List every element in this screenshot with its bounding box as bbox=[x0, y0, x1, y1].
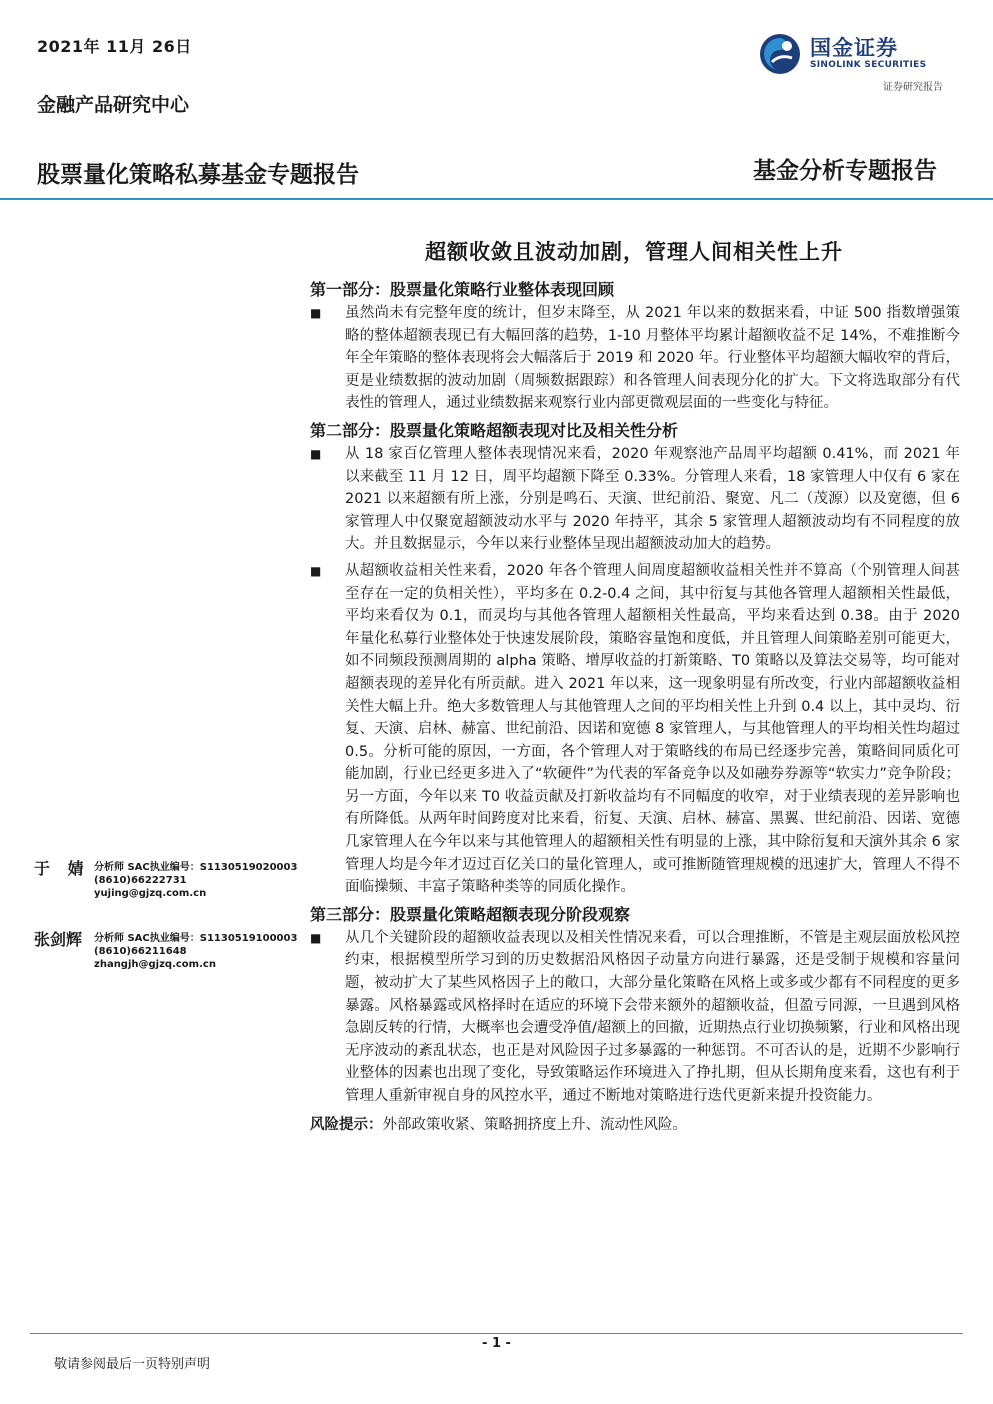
bullet-text: 从 18 家百亿管理人整体表现情况来看，2020 年观察池产品周平均超额 0.41%，而 2021 年以来截至 11 月 12 日，周平均超额下降至 0.33%。分管理人来看，18 家管理人中仅有 6 家在 2021 以来超额有所上涨，分别是鸣石、天演、世纪前沿、聚宽、凡二（茂源）以及宽德，但 6 家管理人中仅聚宽超额波动水平与 2020 年持平，其余 5 家管理人超额波动均有不同程度的放大。并且数据显示，今年以来行业整体呈现出超额波动加大的趋势。 bbox=[345, 445, 960, 553]
report-body bbox=[310, 278, 960, 1136]
analyst-phone: (8610)66222731 bbox=[94, 875, 187, 886]
bullet-text: 从超额收益相关性来看，2020 年各个管理人间周度超额收益相关性并不算高（个别管理人间甚至存在一定的负相关性），平均多在 0.2-0.4 之间，其中衍复与其他各管理人超额相关性最低，平均来看仅为 0.1，而灵均与其他各管理人超额相关性最高，平均来看达到 0.38。由于 2020 年量化私募行业整体处于快速发展阶段，策略容量饱和度低，并且管理人间策略差别可能更大，如不同频段预测周期的 alpha 策略、增厚收益的打新策略、T0 策略以及算法交易等，均可能对超额表现的差异化有所贡献。进入 2021 年以来，这一现象明显有所改变，行业内部超额收益相关性大幅上升。绝大多数管理人与其他管理人之间的平均相关性上升到 0.4 以上，其中灵均、衍复、天演、启林、赫富、世纪前沿、因诺和宽德 8 家管理人，与其他管理人的平均相关性均超过 0.5。分析可能的原因，一方面，各个管理人对于策略线的布局已经逐步完善，策略间同质化可能加剧，行业已经更多进入了“软硬件”为代表的军备竞争以及如融券券源等“软实力”竞争阶段；另一方面，今年以来 T0 收益贡献及打新收益均有不同幅度的收窄，对于业绩表现的差异影响也有所降低。从两年时间跨度对比来看，衍复、天演、启林、赫富、黑翼、世纪前沿、因诺、宽德几家管理人在今年以来与其他管理人的超额相关性有明显的上涨，其中除衍复和天演外其余 6 家管理人均是今年才迈过百亿关口的量化管理人，或可推断随管理规模的迅速扩大，管理人不得不面临操频、丰富子策略种类等的同质化操作。 bbox=[345, 562, 960, 896]
bullet-text: 虽然尚未有完整年度的统计，但岁末降至，从 2021 年以来的数据来看，中证 500 指数增强策略的整体超额表现已有大幅回落的趋势，1-10 月整体平均累计超额收益不足 14%，不难推断今年全年策略的整体表现将会大幅落后于 2019 和 2020 年。行业整体平均超额大幅收窄的背后，更是业绩数据的波动加剧（周频数据跟踪）和各管理人间表现分化的扩大。下文将选取部分有代表性的管理人，通过业绩数据来观察行业内部更微观层面的一些变化与特征。 bbox=[345, 305, 960, 412]
analyst-cert: 分析师 SAC执业编号：S1130519100003 bbox=[94, 933, 298, 944]
section-3 bbox=[310, 903, 960, 1108]
report-type: 基金分析专题报告 bbox=[753, 157, 937, 184]
risk-text: 外部政策收紧、策略拥挤度上升、流动性风险。 bbox=[382, 1116, 687, 1133]
risk-warning bbox=[310, 1114, 960, 1137]
analyst-card bbox=[34, 856, 304, 906]
analyst-name: 张剑辉 bbox=[34, 930, 83, 949]
section-heading: 第一部分：股票量化策略行业整体表现回顾 bbox=[310, 280, 615, 299]
bullet-text: 从几个关键阶段的超额收益表现以及相关性情况来看，可以合理推断，不管是主观层面放松风控约束，根据模型所学习到的历史数据沿风格因子动量方向进行暴露，还是受制于规模和容量问题，被动扩大了某些风格因子上的敞口，大部分量化策略在风格上或多或少都有不同程度的更多暴露。风格暴露或风格择时在适应的环境下会带来额外的超额收益，但盈亏同源，一旦遇到风格急剧反转的行情，大概率也会遭受净值/超额上的回撤，近期热点行业切换频繁，行业和风格出现无序波动的紊乱状态，也正是对风险因子过多暴露的一种惩罚。不可否认的是，近期不少影响行业整体的因素也出现了变化，导致策略运作环境进入了挣扎期，但从长期角度来看，这也有利于管理人重新审视自身的风控水平，通过不断地对策略进行迭代更新来提升投资能力。 bbox=[345, 929, 960, 1104]
analyst-name: 于 婧 bbox=[34, 859, 90, 878]
report-headline: 超额收敛且波动加剧，管理人间相关性上升 bbox=[425, 239, 843, 264]
department-name: 金融产品研究中心 bbox=[37, 94, 190, 116]
section-heading: 第二部分：股票量化策略超额表现对比及相关性分析 bbox=[310, 420, 679, 440]
analyst-card bbox=[34, 927, 304, 977]
bullet-item bbox=[310, 560, 960, 899]
footer-divider bbox=[30, 1333, 963, 1334]
bullet-item bbox=[310, 927, 960, 1108]
logo-name-cn: 国金证券 bbox=[810, 36, 898, 60]
company-logo bbox=[758, 30, 948, 78]
bullet-item bbox=[310, 302, 960, 415]
sinolink-logo-icon bbox=[758, 32, 802, 76]
square-bullet-icon: ■ bbox=[310, 446, 322, 461]
risk-label: 风险提示： bbox=[310, 1116, 383, 1133]
page-number: - 1 - bbox=[482, 1336, 511, 1351]
section-2 bbox=[310, 419, 960, 899]
square-bullet-icon: ■ bbox=[310, 930, 322, 945]
document-title: 股票量化策略私募基金专题报告 bbox=[37, 162, 359, 188]
square-bullet-icon: ■ bbox=[310, 563, 322, 578]
analyst-email[interactable]: zhangjh@gjzq.com.cn bbox=[94, 959, 216, 970]
analyst-email[interactable]: yujing@gjzq.com.cn bbox=[94, 888, 207, 899]
header-divider bbox=[0, 198, 993, 200]
report-date: 2021年 11月 26日 bbox=[37, 37, 192, 56]
bullet-item bbox=[310, 443, 960, 556]
logo-subtitle: 证券研究报告 bbox=[883, 82, 943, 93]
section-1 bbox=[310, 278, 960, 415]
disclaimer-text: 敬请参阅最后一页特别声明 bbox=[54, 1357, 211, 1372]
logo-name-en: SINOLINK SECURITIES bbox=[810, 60, 927, 70]
square-bullet-icon: ■ bbox=[310, 306, 322, 320]
section-heading: 第三部分：股票量化策略超额表现分阶段观察 bbox=[310, 904, 631, 924]
analyst-phone: (8610)66211648 bbox=[94, 946, 187, 957]
analyst-cert: 分析师 SAC执业编号：S1130519020003 bbox=[94, 862, 298, 873]
